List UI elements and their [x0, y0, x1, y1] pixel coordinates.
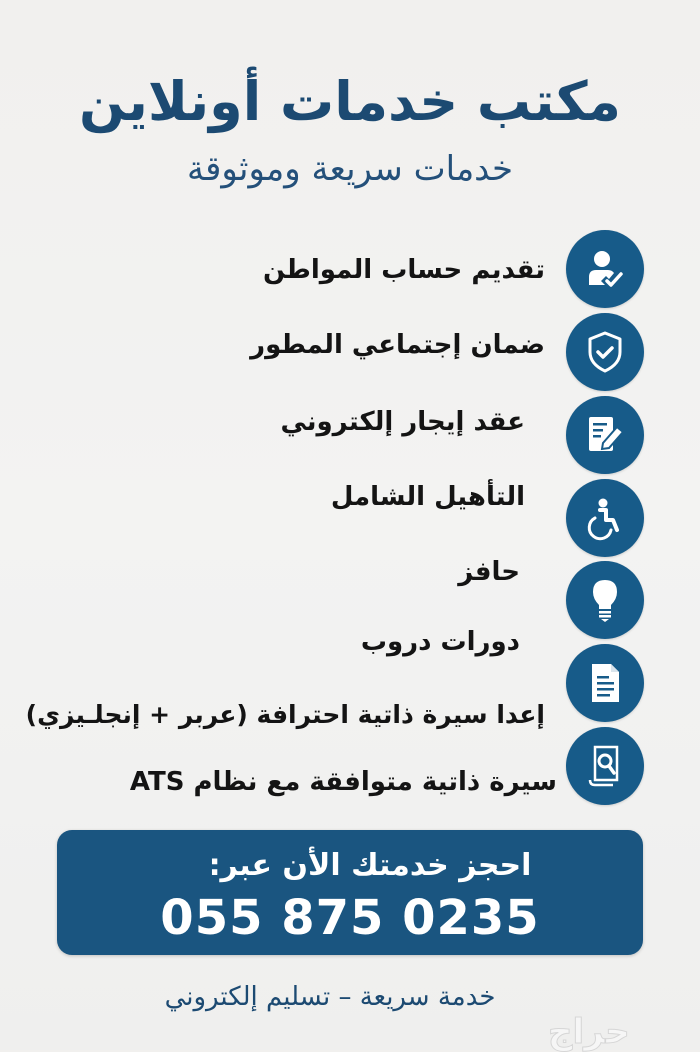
footer-tagline: خدمة سريعة – تسليم إلكتروني	[164, 982, 496, 1012]
page-title: مكتب خدمات أونلاين	[79, 70, 621, 133]
service-item-ats-cv: سيرة ذاتية متوافقة مع نظام ATS	[129, 767, 557, 797]
service-item-comprehensive-rehab: التأهيل الشامل	[330, 482, 525, 512]
user-check-icon	[566, 230, 644, 308]
phone-number[interactable]: 055 875 0235	[160, 890, 540, 946]
cv-search-icon	[566, 727, 644, 805]
lightbulb-icon	[566, 561, 644, 639]
contact-banner	[57, 830, 643, 955]
service-item-citizen-account: تقديم حساب المواطن	[262, 255, 545, 285]
service-item-social-security: ضمان إجتماعي المطور	[250, 330, 545, 360]
booking-label: احجز خدمتك الأن عبر:	[208, 848, 532, 883]
wheelchair-icon	[566, 479, 644, 557]
shield-check-icon	[566, 313, 644, 391]
document-lines-icon	[566, 644, 644, 722]
page-subtitle: خدمات سريعة وموثوقة	[186, 149, 514, 189]
service-item-e-lease: عقد إيجار إلكتروني	[280, 407, 525, 437]
service-item-cv-bilingual: إعدا سيرة ذاتية احترافة (عربر + إنجلـيزي)	[25, 700, 545, 729]
service-item-doroob-courses: دورات دروب	[360, 627, 520, 657]
haraj-watermark-logo: حراج	[548, 1012, 630, 1052]
document-edit-icon	[566, 396, 644, 474]
service-item-hafiz: حافز	[458, 557, 520, 587]
